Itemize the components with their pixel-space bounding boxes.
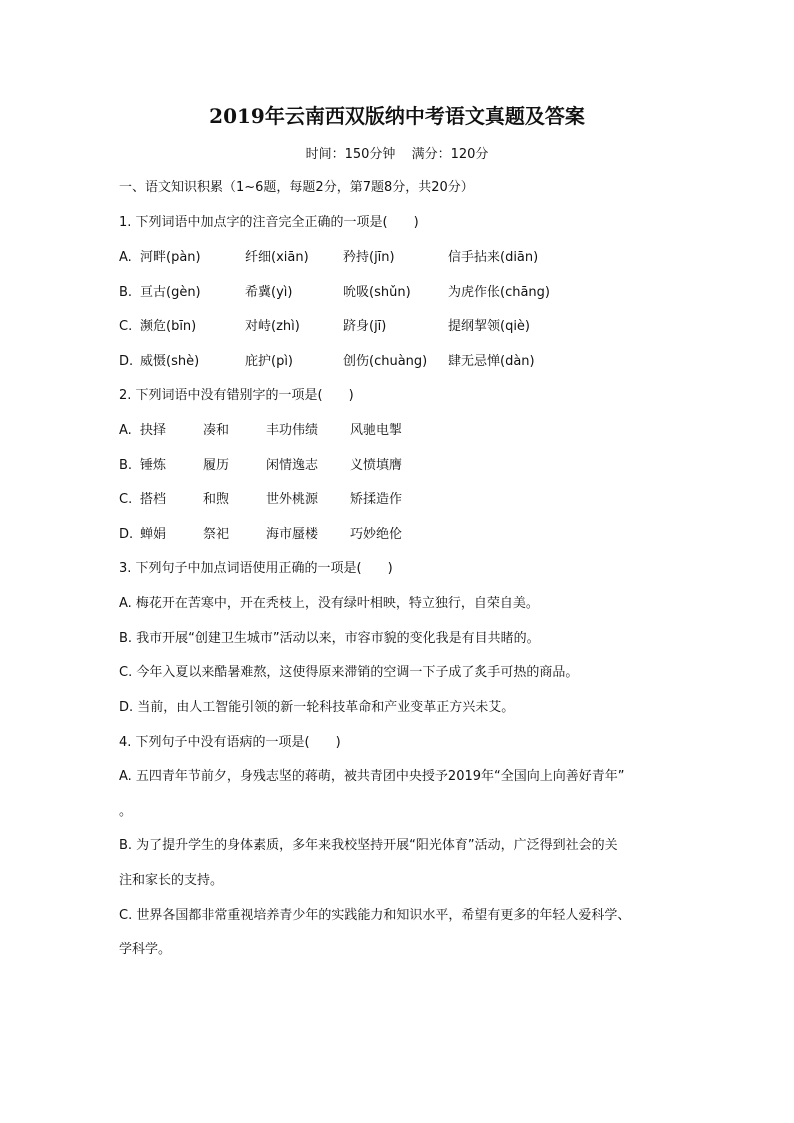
option-label: D. (119, 354, 134, 369)
question-4-option-a-cont: 。 (119, 804, 133, 819)
option-word: 为虎作伥(chāng) (448, 285, 550, 300)
option-word: 跻身(jī) (343, 319, 387, 334)
page-title: 2019年云南西双版纳中考语文真题及答案 (209, 104, 585, 128)
option-word: 肆无忌惮(dàn) (448, 354, 535, 369)
option-word: 希冀(yì) (245, 285, 293, 300)
option-word: 创伤(chuàng) (343, 354, 428, 369)
question-3-option-a: A. 梅花开在苦寒中，开在秃枝上，没有绿叶相映，特立独行，自荣自美。 (119, 596, 539, 611)
question-2-stem: 2. 下列词语中没有错别字的一项是( ) (119, 388, 354, 403)
exam-time: 时间：150分钟 (305, 147, 396, 162)
option-word: 河畔(pàn) (140, 250, 201, 265)
section-heading: 一、语文知识积累（1~6题，每题2分，第7题8分，共20分） (119, 180, 474, 195)
option-word: 义愤填膺 (350, 458, 403, 473)
question-1-stem: 1. 下列词语中加点字的注音完全正确的一项是( ) (119, 215, 419, 230)
option-word: 祭祀 (203, 527, 230, 542)
option-word: 履历 (203, 458, 230, 473)
option-word: 搭档 (140, 492, 167, 507)
question-4-option-c: C. 世界各国都非常重视培养青少年的实践能力和知识水平，希望有更多的年轻人爱科学、 (119, 908, 631, 923)
question-4-option-c-cont: 学科学。 (119, 942, 172, 957)
option-label: B. (119, 458, 133, 473)
question-3-stem: 3. 下列句子中加点词语使用正确的一项是( ) (119, 561, 393, 576)
question-4-stem: 4. 下列句子中没有语病的一项是( ) (119, 735, 341, 750)
option-word: 信手拈来(diān) (448, 250, 539, 265)
option-label: B. (119, 285, 133, 300)
exam-info (0, 145, 794, 165)
option-word: 锤炼 (140, 458, 167, 473)
option-word: 蝉娟 (140, 527, 167, 542)
option-word: 威慑(shè) (140, 354, 200, 369)
question-3-option-c: C. 今年入夏以来酷暑难熬，这使得原来滞销的空调一下子成了炙手可热的商品。 (119, 665, 579, 680)
option-word: 巧妙绝伦 (350, 527, 403, 542)
option-word: 风驰电掣 (350, 423, 403, 438)
option-label: A. (119, 423, 132, 438)
option-word: 抉择 (140, 423, 167, 438)
option-word: 庇护(pì) (245, 354, 294, 369)
exam-score: 满分：120分 (411, 147, 489, 162)
option-word: 海市蜃楼 (266, 527, 319, 542)
option-word: 濒危(bīn) (140, 319, 197, 334)
option-label: C. (119, 492, 133, 507)
option-word: 凑和 (203, 423, 230, 438)
question-4-option-a: A. 五四青年节前夕，身残志坚的蒋萌，被共青团中央授予2019年“全国向上向善好青年” (119, 769, 625, 784)
option-word: 世外桃源 (266, 492, 319, 507)
option-word: 丰功伟绩 (266, 423, 319, 438)
option-word: 闲情逸志 (266, 458, 319, 473)
option-word: 对峙(zhì) (245, 319, 300, 334)
option-word: 吮吸(shǔn) (343, 285, 411, 300)
option-word: 纤细(xiān) (245, 250, 309, 265)
question-3-option-b: B. 我市开展“创建卫生城市”活动以来，市容市貌的变化我是有目共睹的。 (119, 631, 540, 646)
option-label: A. (119, 250, 132, 265)
option-word: 亘古(gèn) (140, 285, 201, 300)
question-3-option-d: D. 当前，由人工智能引领的新一轮科技革命和产业变革正方兴未艾。 (119, 700, 515, 715)
option-word: 提纲挈领(qiè) (448, 319, 531, 334)
option-word: 矜持(jīn) (343, 250, 395, 265)
option-word: 和煦 (203, 492, 230, 507)
option-label: D. (119, 527, 134, 542)
option-label: C. (119, 319, 133, 334)
option-word: 矫揉造作 (350, 492, 403, 507)
question-4-option-b: B. 为了提升学生的身体素质，多年来我校坚持开展“阳光体育”活动，广泛得到社会的关 (119, 838, 618, 853)
question-4-option-b-cont: 注和家长的支持。 (119, 873, 224, 888)
